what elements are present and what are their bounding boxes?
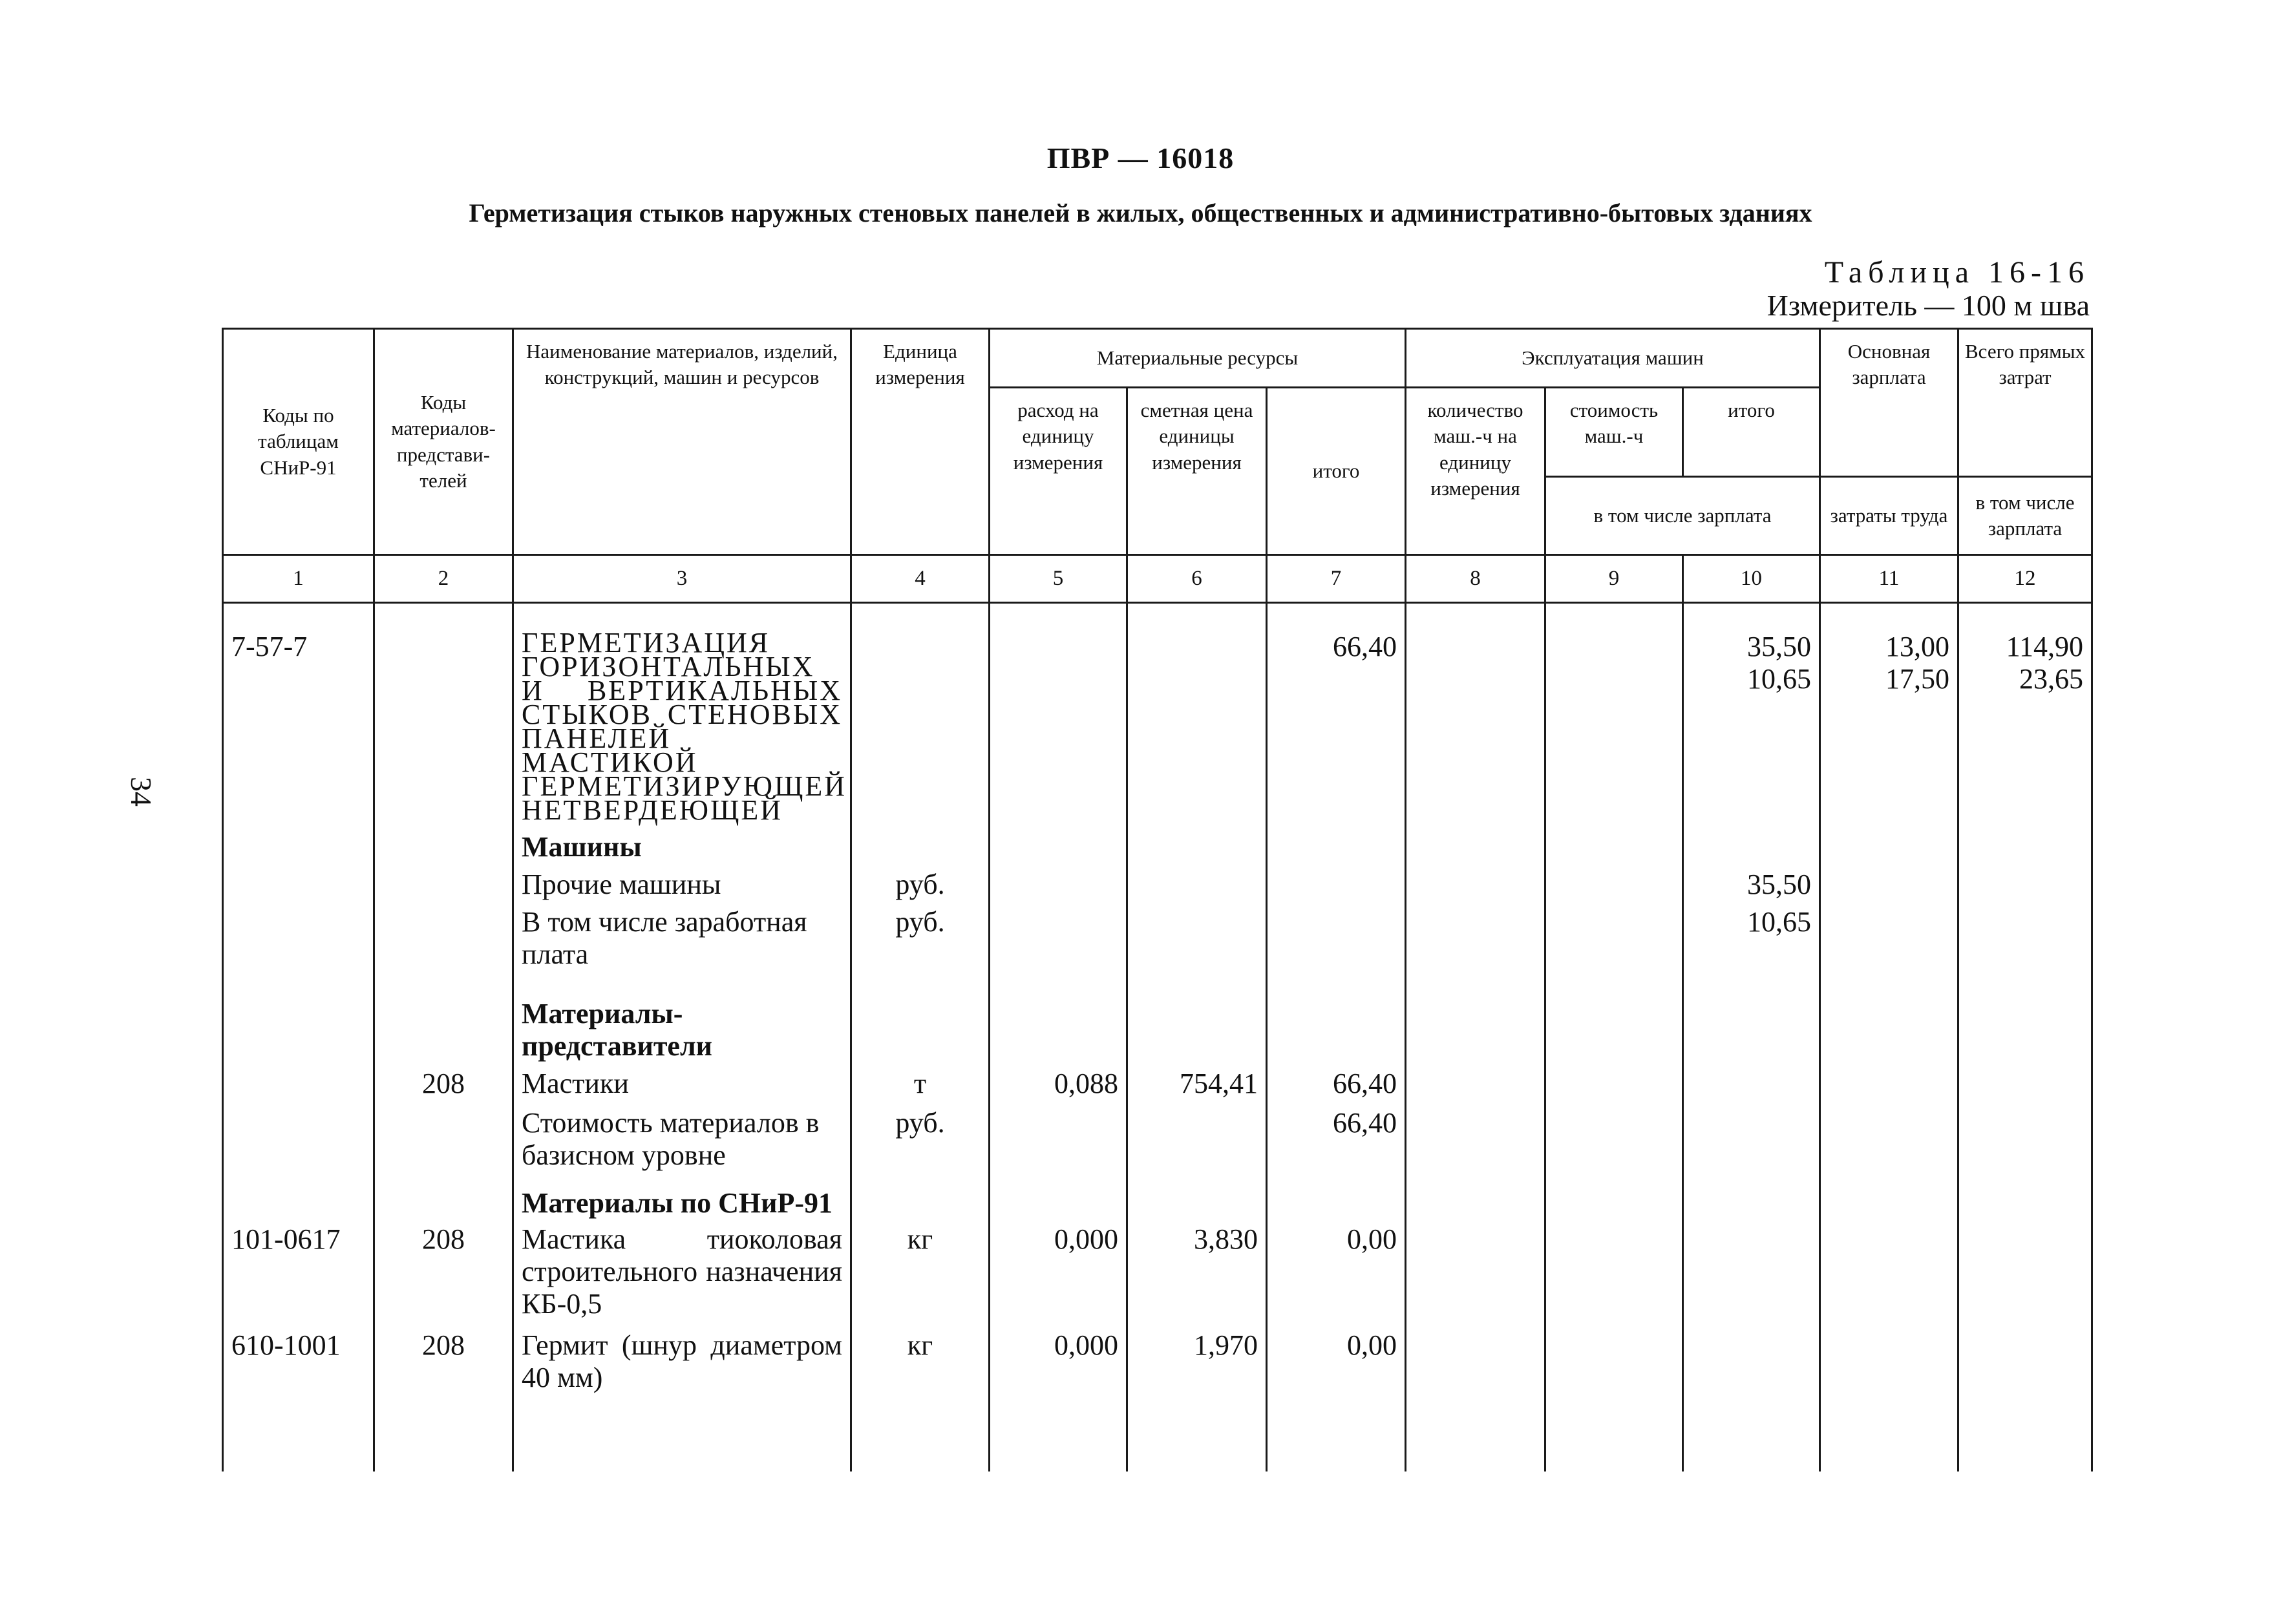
section-title-snir: Материалы по СНиР-91 xyxy=(513,1178,851,1219)
direct-wage-value: 23,65 xyxy=(2019,663,2084,695)
header-machines-wage: в том числе зарплата xyxy=(1545,477,1820,555)
cell-code: 7-57-7 xyxy=(223,603,374,823)
column-number: 1 xyxy=(223,555,374,603)
cell-machines-total: 35,50 xyxy=(1683,863,1820,902)
column-number: 6 xyxy=(1127,555,1267,603)
header-machine-hour-cost: стоимость маш.-ч xyxy=(1545,388,1683,477)
cell-name: Стоимость материалов в базисном уровне xyxy=(513,1103,851,1178)
cell-price xyxy=(1127,603,1267,823)
cell-price: 754,41 xyxy=(1127,1062,1267,1103)
document-subtitle: Герметизация стыков наружных стеновых панелей в жилых, общественных и административно-бытовых зданиях xyxy=(469,198,1812,227)
column-number: 8 xyxy=(1406,555,1545,603)
cell-unit: руб. xyxy=(851,863,990,902)
cell-name: Мастика тиоколовая строительного назначения КБ-0,5 xyxy=(513,1219,851,1327)
cell-unit: кг xyxy=(851,1219,990,1327)
column-number: 11 xyxy=(1820,555,1958,603)
header-codes-representatives: Коды материалов-представи-телей xyxy=(374,329,513,555)
cell-unit: руб. xyxy=(851,902,990,978)
table-label: Таблица 16-16 xyxy=(1824,255,2090,290)
table-row-section xyxy=(223,978,2092,1062)
document-code: ПВР — 16018 xyxy=(1046,142,1235,174)
cell-machines-total: 10,65 xyxy=(1683,902,1820,978)
cell-rate xyxy=(990,603,1127,823)
machines-wage-value: 10,65 xyxy=(1747,663,1812,695)
header-direct-total: Всего прямых затрат xyxy=(1958,329,2092,477)
cell-name: ГЕРМЕТИЗАЦИЯ ГОРИЗОНТАЛЬНЫХ И ВЕРТИКАЛЬНЫХ СТЫКОВ СТЕНОВЫХ ПАНЕЛЕЙ МАСТИКОЙ ГЕРМЕТИЗИРУЮЩЕЙ НЕТВЕРДЕЮЩЕЙ xyxy=(513,603,851,823)
cell-materials-total: 0,00 xyxy=(1267,1219,1406,1327)
cell-base-wage xyxy=(1820,603,1958,823)
column-number: 5 xyxy=(990,555,1127,603)
table-row xyxy=(223,1327,2092,1471)
cell-unit: кг xyxy=(851,1327,990,1471)
cell-price: 1,970 xyxy=(1127,1327,1267,1471)
column-number: 12 xyxy=(1958,555,2092,603)
cell-direct-total xyxy=(1958,603,2092,823)
resource-table xyxy=(222,328,2093,1471)
cell-price: 3,830 xyxy=(1127,1219,1267,1327)
direct-total-value: 114,90 xyxy=(2006,631,2084,662)
header-labor: затраты труда xyxy=(1820,477,1958,555)
cell-name: Гермит (шнур диаметром 40 мм) xyxy=(513,1327,851,1471)
labor-value: 17,50 xyxy=(1885,663,1950,695)
cell-rep-code: 208 xyxy=(374,1062,513,1103)
base-wage-value: 13,00 xyxy=(1885,631,1950,662)
cell-name: Прочие машины xyxy=(513,863,851,902)
cell-name: Мастики xyxy=(513,1062,851,1103)
column-number: 3 xyxy=(513,555,851,603)
cell-materials-total: 66,40 xyxy=(1267,1103,1406,1178)
cell-unit: т xyxy=(851,1062,990,1103)
cell-unit xyxy=(851,603,990,823)
cell-rep-code: 208 xyxy=(374,1219,513,1327)
cell-name: В том числе заработная плата xyxy=(513,902,851,978)
section-title-representatives: Материалы-представители xyxy=(513,978,851,1062)
machines-total-value: 35,50 xyxy=(1747,631,1812,662)
table-row xyxy=(223,1219,2092,1327)
header-price: сметная цена единицы измерения xyxy=(1127,388,1267,555)
column-number: 10 xyxy=(1683,555,1820,603)
page-number: 34 xyxy=(125,777,158,807)
table-row-main-norm xyxy=(223,603,2092,823)
column-number: 2 xyxy=(374,555,513,603)
column-number: 9 xyxy=(1545,555,1683,603)
column-number: 7 xyxy=(1267,555,1406,603)
table-row xyxy=(223,863,2092,902)
cell-rep-code xyxy=(374,603,513,823)
cell-code: 610-1001 xyxy=(223,1327,374,1471)
cell-rep-code: 208 xyxy=(374,1327,513,1471)
cell-unit: руб. xyxy=(851,1103,990,1178)
cell-machines-total xyxy=(1683,603,1820,823)
cell-rate: 0,000 xyxy=(990,1327,1127,1471)
table-row xyxy=(223,902,2092,978)
header-machine-hours: количество маш.-ч на единицу измерения xyxy=(1406,388,1545,555)
cell-code: 101-0617 xyxy=(223,1219,374,1327)
header-direct-wage: в том числе зарплата xyxy=(1958,477,2092,555)
table-row-section xyxy=(223,822,2092,863)
cell-rate: 0,000 xyxy=(990,1219,1127,1327)
table-row-section xyxy=(223,1178,2092,1219)
header-codes-snir: Коды по таблицам СНиР-91 xyxy=(223,329,374,555)
cell-materials-total: 66,40 xyxy=(1267,1062,1406,1103)
column-number: 4 xyxy=(851,555,990,603)
header-materials-total: итого xyxy=(1267,388,1406,555)
header-group-machines: Эксплуатация машин xyxy=(1406,329,1820,388)
table-row xyxy=(223,1062,2092,1103)
header-rate: расход на единицу измерения xyxy=(990,388,1127,555)
cell-machine-hours xyxy=(1406,603,1545,823)
cell-materials-total: 0,00 xyxy=(1267,1327,1406,1471)
table-unit: Измеритель — 100 м шва xyxy=(1766,289,2090,322)
section-title-machines: Машины xyxy=(513,822,851,863)
table-header xyxy=(223,329,2092,603)
header-unit: Единица измерения xyxy=(851,329,990,555)
table-body xyxy=(223,603,2092,1472)
column-numbers-row xyxy=(223,555,2092,603)
header-group-materials: Материальные ресурсы xyxy=(990,329,1406,388)
table-row xyxy=(223,1103,2092,1178)
cell-materials-total: 66,40 xyxy=(1267,603,1406,823)
cell-rate: 0,088 xyxy=(990,1062,1127,1103)
header-name: Наименование материалов, изделий, конструкций, машин и ресурсов xyxy=(513,329,851,555)
cell-machine-hour-cost xyxy=(1545,603,1683,823)
header-base-wage: Основная зарплата xyxy=(1820,329,1958,477)
header-machines-total: итого xyxy=(1683,388,1820,477)
